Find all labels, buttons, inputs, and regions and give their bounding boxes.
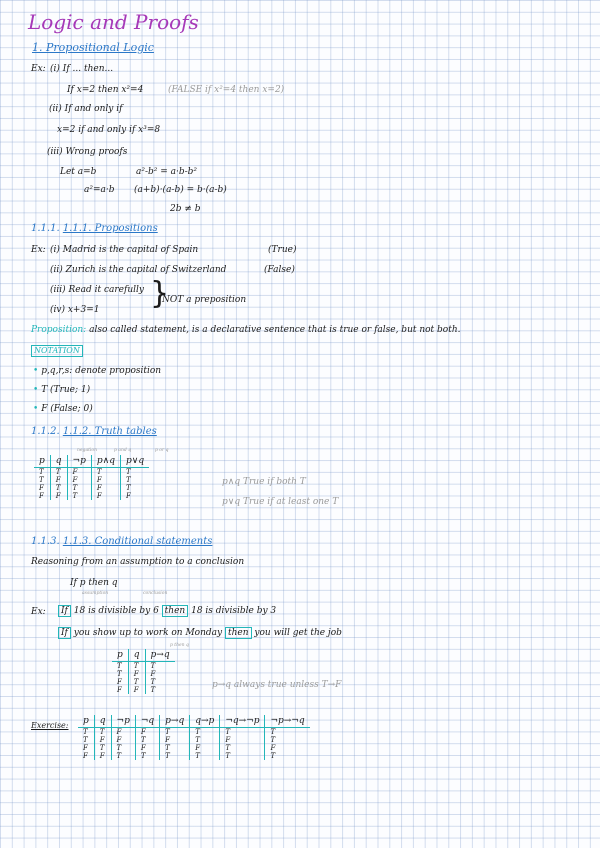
text-line: If x=2 then x²=4 <box>67 85 144 95</box>
table-cell: T <box>50 468 67 477</box>
table-cell: T <box>160 744 190 752</box>
table-cell: T <box>160 728 190 737</box>
table-cell: F <box>190 744 220 752</box>
table-cell: T <box>94 744 111 752</box>
table-cell: T <box>128 678 145 686</box>
example-line <box>58 628 342 639</box>
table-cell: T <box>67 484 91 492</box>
column-header: q <box>94 715 111 728</box>
table-cell: T <box>190 728 220 737</box>
table-cell: F <box>128 686 145 694</box>
section-heading-conditional-statements: 1.1.3. 1.1.3. Conditional statements <box>31 536 213 547</box>
table-cell: T <box>145 686 175 694</box>
column-header: ¬q→¬p <box>220 715 265 728</box>
column-header: p <box>34 455 50 468</box>
table-cell: F <box>111 736 135 744</box>
table-cell: T <box>111 744 135 752</box>
table-cell: F <box>265 744 310 752</box>
equation: a²=a·b <box>84 185 115 195</box>
table-row <box>34 476 149 484</box>
section-heading-propositional-logic: 1. Propositional Logic <box>32 41 154 54</box>
bullet-item <box>33 404 93 415</box>
bullet-icon: • <box>33 366 39 376</box>
example-text: you show up to work on Monday <box>73 628 223 638</box>
table-cell: F <box>83 752 88 760</box>
note-text: p∧q True if both T <box>222 477 306 487</box>
table-cell: F <box>67 468 91 477</box>
column-header: p <box>78 715 94 728</box>
equation: (a+b)·(a-b) = b·(a-b) <box>134 185 227 195</box>
column-header: ¬q <box>135 715 159 728</box>
definition-label: Proposition: <box>31 325 87 335</box>
note-text: (FALSE if x²=4 then x=2) <box>168 85 285 95</box>
table-cell: F <box>160 736 190 744</box>
bullet-text: p,q,r,s: denote proposition <box>41 366 162 376</box>
example-item: (iii) Read it carefully <box>50 285 144 295</box>
table-cell: T <box>265 736 310 744</box>
table-row <box>78 736 310 744</box>
if-box: If <box>58 605 71 617</box>
table-cell: F <box>94 736 111 744</box>
heading-text: 1.1.2. Truth tables <box>62 426 157 437</box>
truth-value: (False) <box>264 265 295 275</box>
table-row <box>112 686 175 694</box>
table-cell: T <box>94 728 111 737</box>
table-row <box>34 492 149 500</box>
column-header: ¬p <box>111 715 135 728</box>
table-cell: F <box>83 744 88 752</box>
table-cell: F <box>50 476 67 484</box>
table-cell: T <box>83 736 88 744</box>
table-cell: T <box>83 728 88 736</box>
small-label: p and q <box>114 448 132 453</box>
table-cell: T <box>91 468 120 477</box>
table-row <box>78 752 310 760</box>
table-row <box>78 728 310 737</box>
example-text: 18 is divisible by 6 <box>73 606 159 616</box>
text-line: (i) If ... then... <box>50 64 114 74</box>
table-cell: T <box>265 728 310 737</box>
table-cell: T <box>111 752 135 760</box>
table-cell: F <box>91 476 120 484</box>
bullet-item <box>33 385 90 396</box>
bullet-icon: • <box>33 404 39 414</box>
if-then-statement: If p then q <box>70 578 118 588</box>
column-header: q <box>128 649 145 662</box>
table-cell: T <box>160 752 190 760</box>
note-text: p→q always true unless T→F <box>212 680 342 690</box>
then-box: then <box>162 605 189 617</box>
table-row <box>34 484 149 492</box>
column-header: p <box>112 649 128 662</box>
text-line: (ii) If and only if <box>49 104 123 114</box>
example-item: (iv) x+3=1 <box>50 305 100 315</box>
text-line: (iii) Wrong proofs <box>47 147 128 157</box>
table-cell: T <box>67 492 91 500</box>
table-cell: T <box>220 752 265 760</box>
truth-value: (True) <box>268 245 297 255</box>
example-text: you will get the job <box>254 628 342 638</box>
table-cell: F <box>120 492 149 500</box>
example-item: (i) Madrid is the capital of Spain <box>50 245 199 255</box>
table-cell: F <box>67 476 91 484</box>
small-label: p then q <box>170 643 189 648</box>
exercise-label: Exercise: <box>31 721 69 730</box>
if-box: If <box>58 627 71 639</box>
example-item: (ii) Zurich is the capital of Switzerland <box>50 265 227 275</box>
example-line <box>58 606 276 617</box>
truth-table-implication <box>112 649 175 694</box>
table-row <box>78 744 310 752</box>
table-cell: F <box>145 670 175 678</box>
column-header: ¬p→¬q <box>265 715 310 728</box>
equation: a²-b² = a·b-b² <box>136 167 198 177</box>
column-header: q→p <box>190 715 220 728</box>
table-cell: F <box>135 728 159 737</box>
table-cell: T <box>117 662 122 670</box>
table-row <box>112 662 175 671</box>
table-cell: F <box>39 492 44 500</box>
table-cell: T <box>190 752 220 760</box>
text-line: x=2 if and only if x³=8 <box>57 125 161 135</box>
table-cell: F <box>128 670 145 678</box>
bullet-text: T (True; 1) <box>41 385 91 395</box>
table-cell: F <box>94 752 111 760</box>
page-title: Logic and Proofs <box>28 10 199 34</box>
small-label: negation <box>77 448 97 453</box>
annotation: NOT a preposition <box>162 295 247 305</box>
table-cell: T <box>120 476 149 484</box>
column-header: ¬p <box>67 455 91 468</box>
table-cell: T <box>120 468 149 477</box>
table-cell: F <box>117 678 122 686</box>
table-cell: T <box>50 484 67 492</box>
text-line: Let a=b <box>60 167 97 177</box>
small-label: assumption <box>82 591 109 596</box>
table-cell: T <box>220 728 265 737</box>
exercise-truth-table <box>78 715 310 760</box>
table-cell: T <box>39 476 44 484</box>
table-cell: T <box>145 678 175 686</box>
table-cell: T <box>265 752 310 760</box>
column-header: p→q <box>145 649 175 662</box>
table-cell: F <box>135 744 159 752</box>
then-box: then <box>225 627 252 639</box>
table-cell: F <box>91 492 120 500</box>
table-cell: T <box>145 662 175 671</box>
definition-line <box>31 325 461 336</box>
column-header: q <box>50 455 67 468</box>
example-text: 18 is divisible by 3 <box>191 606 277 616</box>
table-cell: T <box>135 752 159 760</box>
bullet-icon: • <box>33 385 39 395</box>
truth-table-and-or <box>34 455 149 500</box>
table-cell: T <box>128 662 145 671</box>
example-label: Ex: <box>31 607 46 617</box>
table-row <box>112 670 175 678</box>
column-header: p∨q <box>120 455 149 468</box>
table-cell: T <box>135 736 159 744</box>
column-header: p∧q <box>91 455 120 468</box>
curly-brace-icon: } <box>150 276 170 311</box>
heading-text: 1.1.1. Propositions <box>62 223 158 234</box>
table-cell: F <box>117 686 122 694</box>
section-heading-truth-tables: 1.1.2. 1.1.2. Truth tables <box>31 426 157 437</box>
table-cell: T <box>220 744 265 752</box>
note-text: p∨q True if at least one T <box>222 497 339 507</box>
table-cell: F <box>111 728 135 737</box>
table-cell: T <box>39 468 44 476</box>
table-cell: T <box>117 670 122 678</box>
table-cell: F <box>220 736 265 744</box>
heading-text: 1.1.3. Conditional statements <box>62 536 213 547</box>
table-cell: T <box>120 484 149 492</box>
table-row <box>34 468 149 477</box>
bullet-item <box>33 366 161 377</box>
bullet-text: F (False; 0) <box>41 404 93 414</box>
table-cell: F <box>91 484 120 492</box>
notation-badge: NOTATION <box>31 345 83 357</box>
table-cell: F <box>39 484 44 492</box>
small-label: conclusion <box>143 591 168 596</box>
column-header: p→q <box>160 715 190 728</box>
table-cell: F <box>50 492 67 500</box>
section-heading-propositions: 1.1.1. 1.1.1. Propositions <box>31 223 158 234</box>
example-label: Ex: <box>31 245 46 255</box>
text-line: Reasoning from an assumption to a conclusion <box>31 557 245 567</box>
table-cell: T <box>190 736 220 744</box>
small-label: p or q <box>155 448 169 453</box>
definition-text: also called statement, is a declarative sentence that is true or false, but not both. <box>89 325 461 335</box>
example-label: Ex: <box>31 64 46 74</box>
equation: 2b ≠ b <box>170 204 201 214</box>
table-row <box>112 678 175 686</box>
